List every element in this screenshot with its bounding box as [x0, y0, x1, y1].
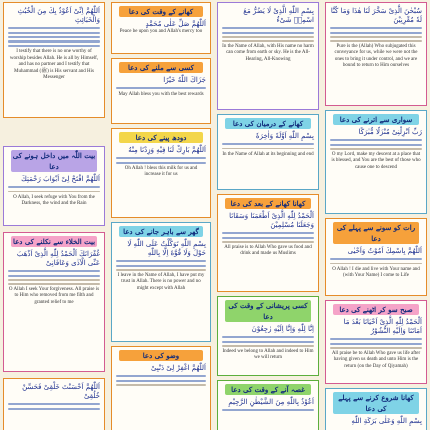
arabic-text: اَلْحَمْدُ لِلّٰهِ الَّذِیْ اَحْیَانَا بَعْدَ مَا اَمَاتَنَا وَاِلَیْهِ النُّشُوْرُ — [343, 318, 422, 335]
english-translation: Oh Allah ! bless this milk for us and increase it for us — [124, 165, 198, 178]
dua-title: سواری سے اترنے کی دعا — [333, 114, 419, 125]
arabic-text: بِسْمِ اللّٰهِ اَوَّلَهٗ وَاٰخِرَهٗ — [255, 132, 314, 140]
english-translation: Peace be upon you and Allah's mercy too — [119, 29, 203, 34]
arabic-text: جَزَاكَ اللّٰهُ خَیْرًا — [163, 76, 206, 84]
arabic-text: اَللّٰهُمَّ اغْفِرْ لِیْ ذَنْبِیْ — [151, 364, 206, 372]
column-1 — [0, 0, 108, 430]
dua-title: بیت اللّٰہ میں داخل ہونے کی دعا — [12, 151, 96, 171]
arabic-text: اَللّٰهُمَّ افْتَحْ لِیْ اَبْوَابَ رَحْمَتِكَ — [21, 175, 100, 183]
english-translation: I leave in the Name of Allah, I have put my trust in Allah. There is no power and no might except with Allah — [117, 272, 205, 291]
arabic-text: اَلْحَمْدُ لِلّٰهِ الَّذِیْ اَطْعَمَنَا وَسَقَانَا وَجَعَلَنَا مُسْلِمِیْنَ — [229, 212, 314, 229]
dua-title: رات کو سونے سے پہلے کی دعا — [333, 222, 419, 244]
dua-card — [325, 110, 427, 214]
column-3 — [214, 0, 322, 430]
english-translation: In the Name of Allah at its beginning and end — [222, 151, 314, 157]
arabic-text: اَللّٰهُمَّ اِنِّیْ اَعُوْذُ بِكَ مِنَ الْخُبُثِ وَالْخَبَائِثِ — [17, 7, 100, 24]
arabic-text: سُبْحٰنَ الَّذِیْ سَخَّرَ لَنَا هٰذَا وَمَا كُنَّا لَهٗ مُقْرِنِیْنَ — [330, 7, 422, 24]
dua-title: گھر سے باہر جانے کی دعا — [119, 226, 203, 237]
dua-card — [325, 388, 427, 430]
dua-card — [111, 128, 211, 218]
english-translation: In the Name of Allah, with His name no harm can come from earth or sky. He is the All-Hearing, All-Knowing — [222, 43, 314, 62]
dua-card — [111, 222, 211, 342]
dua-title: دودھ پینے کی دعا — [119, 132, 203, 143]
dua-title: کھانا کھانے کے بعد کی دعا — [225, 198, 311, 209]
dua-card — [111, 58, 211, 124]
arabic-text: بِسْمِ اللّٰهِ تَوَكَّلْتُ عَلَی اللّٰهِ لَا حَوْلَ وَلَا قُوَّةَ اِلَّا بِاللّٰهِ — [127, 240, 206, 257]
arabic-text: بِسْمِ اللّٰهِ وَعَلٰی بَرَكَةِ اللّٰهِ — [351, 417, 422, 425]
dua-title: کھانے کے وقت کی دعا — [119, 6, 203, 17]
dua-card — [111, 2, 211, 54]
dua-card — [217, 2, 319, 110]
arabic-text: اَللّٰهُمَّ صَلِّ عَلٰی مُحَمَّدٍ — [145, 20, 206, 28]
english-translation: All praise is to Allah Who gave us food and drink and made us Muslims — [224, 244, 312, 257]
dua-title: کسی پریشانی کے وقت کی دعا — [225, 300, 311, 322]
dua-card — [217, 114, 319, 190]
english-translation: I testify that there is no one worthy of worship besides Allah. He is all by Himself, and has no partner and I testify that Muhammad (ﷺ) is His servant and His Messenger — [9, 49, 99, 81]
column-4 — [322, 0, 430, 430]
dua-card — [3, 232, 105, 372]
dua-title: کھانے کے درمیان کی دعا — [225, 118, 311, 129]
english-translation: O my Lord, make my descent at a place that is blessed, and You are the best of those who cause one to descend — [331, 151, 421, 170]
english-translation: May Allah bless you with the best rewards — [118, 91, 204, 97]
dua-title: کھانا شروع کرنے سے پہلے کی دعا — [333, 392, 419, 414]
dua-card — [325, 300, 427, 384]
english-translation: O Allah ! I die and live with Your name and (with Your Name) I come to Life — [332, 266, 420, 279]
arabic-text: بِسْمِ اللّٰهِ الَّذِیْ لَا یَضُرُّ مَعَ اسْمِهٖ شَیْءٌ — [243, 7, 314, 24]
dua-card — [3, 146, 105, 226]
dua-title: وضو کی دعا — [119, 350, 203, 361]
arabic-text: غُفْرَانَكَ اَلْحَمْدُ لِلّٰهِ الَّذِیْ اَذْهَبَ عَنِّی الْاَذٰی وَعَافَانِیْ — [16, 250, 100, 267]
arabic-text: اَعُوْذُ بِاللّٰهِ مِنَ الشَّیْطٰنِ الرَّجِیْمِ — [228, 398, 314, 406]
arabic-text: اَللّٰهُمَّ بَارِكْ لَنَا فِیْهِ وَزِدْنَا مِنْهُ — [128, 146, 206, 154]
column-2 — [108, 0, 214, 430]
dua-card — [217, 194, 319, 292]
dua-title: کسی سے ملنے کی دعا — [119, 62, 203, 73]
dua-card — [111, 346, 211, 430]
english-translation: All praise be to Allah Who gave us life after having given us death and unto Him is the return (on the Day of Qiyamah) — [331, 350, 421, 369]
dua-card — [217, 296, 319, 376]
english-translation: O Allah, I seek refuge with You from the Darkness, the wind and the Rain — [13, 194, 95, 207]
arabic-text: اَللّٰهُمَّ بِاسْمِكَ اَمُوْتُ وَاَحْیٰی — [347, 247, 422, 255]
dua-title: بیت الخلاء سے نکلنے کی دعا — [12, 237, 96, 246]
arabic-text: اَللّٰهُمَّ اَحْسَنْتَ خَلْقِیْ فَحَسِّنْ خُلُقِیْ — [22, 383, 100, 400]
english-translation: O Allah I seek Your forgiveness. All praise is to Him who removed from me filth and granted relief to me — [8, 286, 100, 305]
arabic-text: اِنَّا لِلّٰهِ وَاِنَّا اِلَیْهِ رٰجِعُوْنَ — [251, 325, 314, 333]
dua-card — [217, 380, 319, 430]
dua-card — [325, 218, 427, 296]
dua-title: غصہ آنے کے وقت کی دعا — [225, 384, 311, 395]
dua-card — [325, 2, 427, 106]
dua-card — [3, 2, 105, 118]
dua-title: صبح سو کر اٹھنے کی دعا — [333, 304, 419, 315]
arabic-text: رَبِّ اَنْزِلْنِیْ مُنْزَلًا مُّبٰرَكًا — [358, 128, 422, 136]
english-translation: Pure is the (Allah) Who subjugated this conveyance for us, while we were not the ones to bring it under control, and we are bound to return to Him ourselves — [334, 43, 418, 69]
dua-card — [3, 378, 105, 430]
english-translation: Indeed we belong to Allah and indeed to Him we will return — [222, 348, 314, 361]
